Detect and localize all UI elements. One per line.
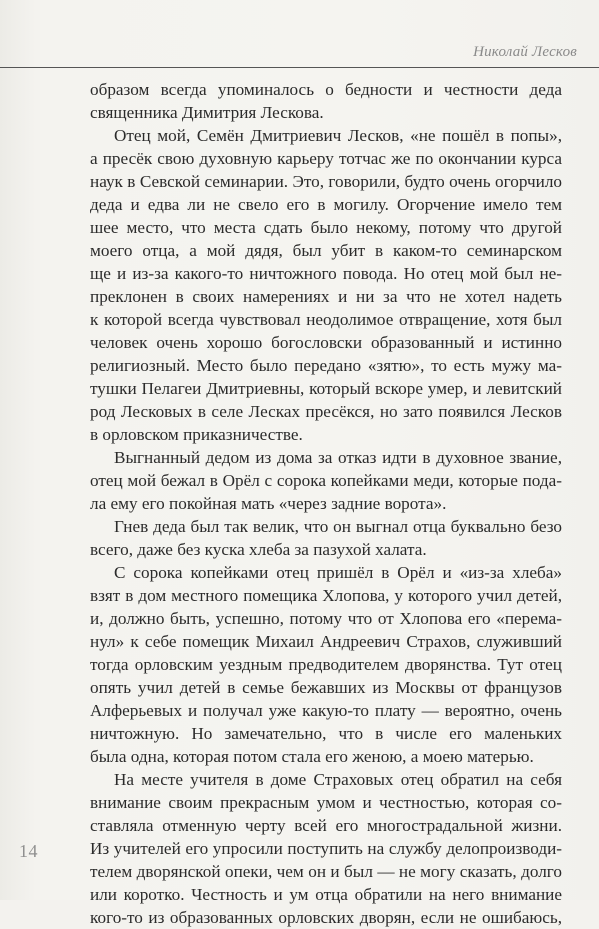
text-line: взят в дом местного помещика Хлопова, у которого учил детей,	[90, 586, 562, 605]
text-line: ла ему его покойная мать «через задние ворота».	[90, 494, 447, 513]
text-line: всего, даже без куска хлеба за пазухой халата.	[90, 540, 427, 559]
text-line: наук в Севской семинарии. Это, говорили, будто очень огорчило	[90, 172, 562, 191]
header-rule	[0, 67, 599, 68]
text-line: внимание своим прекрасным умом и честностью, которая со-	[90, 793, 562, 812]
text-line: шее место, что места сдать было некому, потому что другой	[90, 218, 562, 237]
text-line: род Лесковых в селе Лесках пресёкся, но зато появился Лесков	[90, 402, 562, 421]
text-line: Алферьевых и получал уже какую-то плату — вероятно, очень	[90, 701, 562, 720]
text-line: и, должно быть, успешно, потому что от Хлопова его «перема-	[90, 609, 562, 628]
text-line: Выгнанный дедом из дома за отказ идти в духовное звание,	[114, 448, 562, 467]
text-line: опять учил детей в семье бежавших из Москвы от французов	[90, 678, 562, 697]
text-line: священника Димитрия Лескова.	[90, 103, 324, 122]
text-line: На месте учителя в доме Страховых отец обратил на себя	[114, 770, 562, 789]
text-line: кого-то из образованных орловских дворян, если не ошибаюсь,	[90, 908, 562, 927]
text-line: отец мой бежал в Орёл с сорока копейками меди, которые пода-	[90, 471, 562, 490]
text-line: тушки Пелагеи Дмитриевны, который вскоре умер, и левитский	[90, 379, 562, 398]
text-line: С сорока копейками отец пришёл в Орёл и «из-за хлеба»	[114, 563, 562, 582]
text-line: деда и едва ли не свело его в могилу. Огорчение имело тем	[90, 195, 562, 214]
text-line: ставляла отменную черту всей его многострадальной жизни.	[90, 816, 562, 835]
body-text	[90, 78, 562, 929]
text-line: моего отца, а мой дядя, был убит в каком-то семинарском	[90, 241, 562, 260]
text-line: человек очень хорошо богословски образованный и истинно	[90, 333, 562, 352]
text-line: телем дворянской опеки, чем он и был — не могу сказать, долго	[90, 862, 562, 881]
text-line: или коротко. Честность и ум отца обратили на него внимание	[90, 885, 562, 904]
text-line: а пресёк свою духовную карьеру тотчас же по окончании курса	[90, 149, 562, 168]
text-line: преклонен в своих намерениях и ни за что не хотел надеть	[90, 287, 562, 306]
text-line: Отец мой, Семён Дмитриевич Лесков, «не пошёл в попы»,	[114, 126, 562, 145]
text-line: нул» к себе помещик Михаил Андреевич Страхов, служивший	[90, 632, 562, 651]
text-line: к которой всегда чувствовал неодолимое отвращение, хотя был	[90, 310, 562, 329]
text-line: ничтожную. Но замечательно, что в числе его маленьких	[90, 724, 562, 743]
text-line: религиозный. Место было передано «зятю», то есть мужу ма-	[90, 356, 562, 375]
running-header-author: Николай Лесков	[473, 44, 577, 60]
text-line: Гнев деда был так велик, что он выгнал отца буквально безо	[114, 517, 562, 536]
text-line: в орловском приказничестве.	[90, 425, 303, 444]
text-line: Из учителей его упросили поступить на службу делопроизводи-	[90, 839, 562, 858]
page-number: 14	[19, 841, 38, 861]
text-line: ще и из-за какого-то ничтожного повода. Но отец мой был не-	[90, 264, 562, 283]
text-line: была одна, которая потом стала его женою, а моею матерью.	[90, 747, 534, 766]
text-line: образом всегда упоминалось о бедности и честности деда	[90, 80, 562, 99]
text-line: тогда орловским уездным предводителем дворянства. Тут отец	[90, 655, 562, 674]
